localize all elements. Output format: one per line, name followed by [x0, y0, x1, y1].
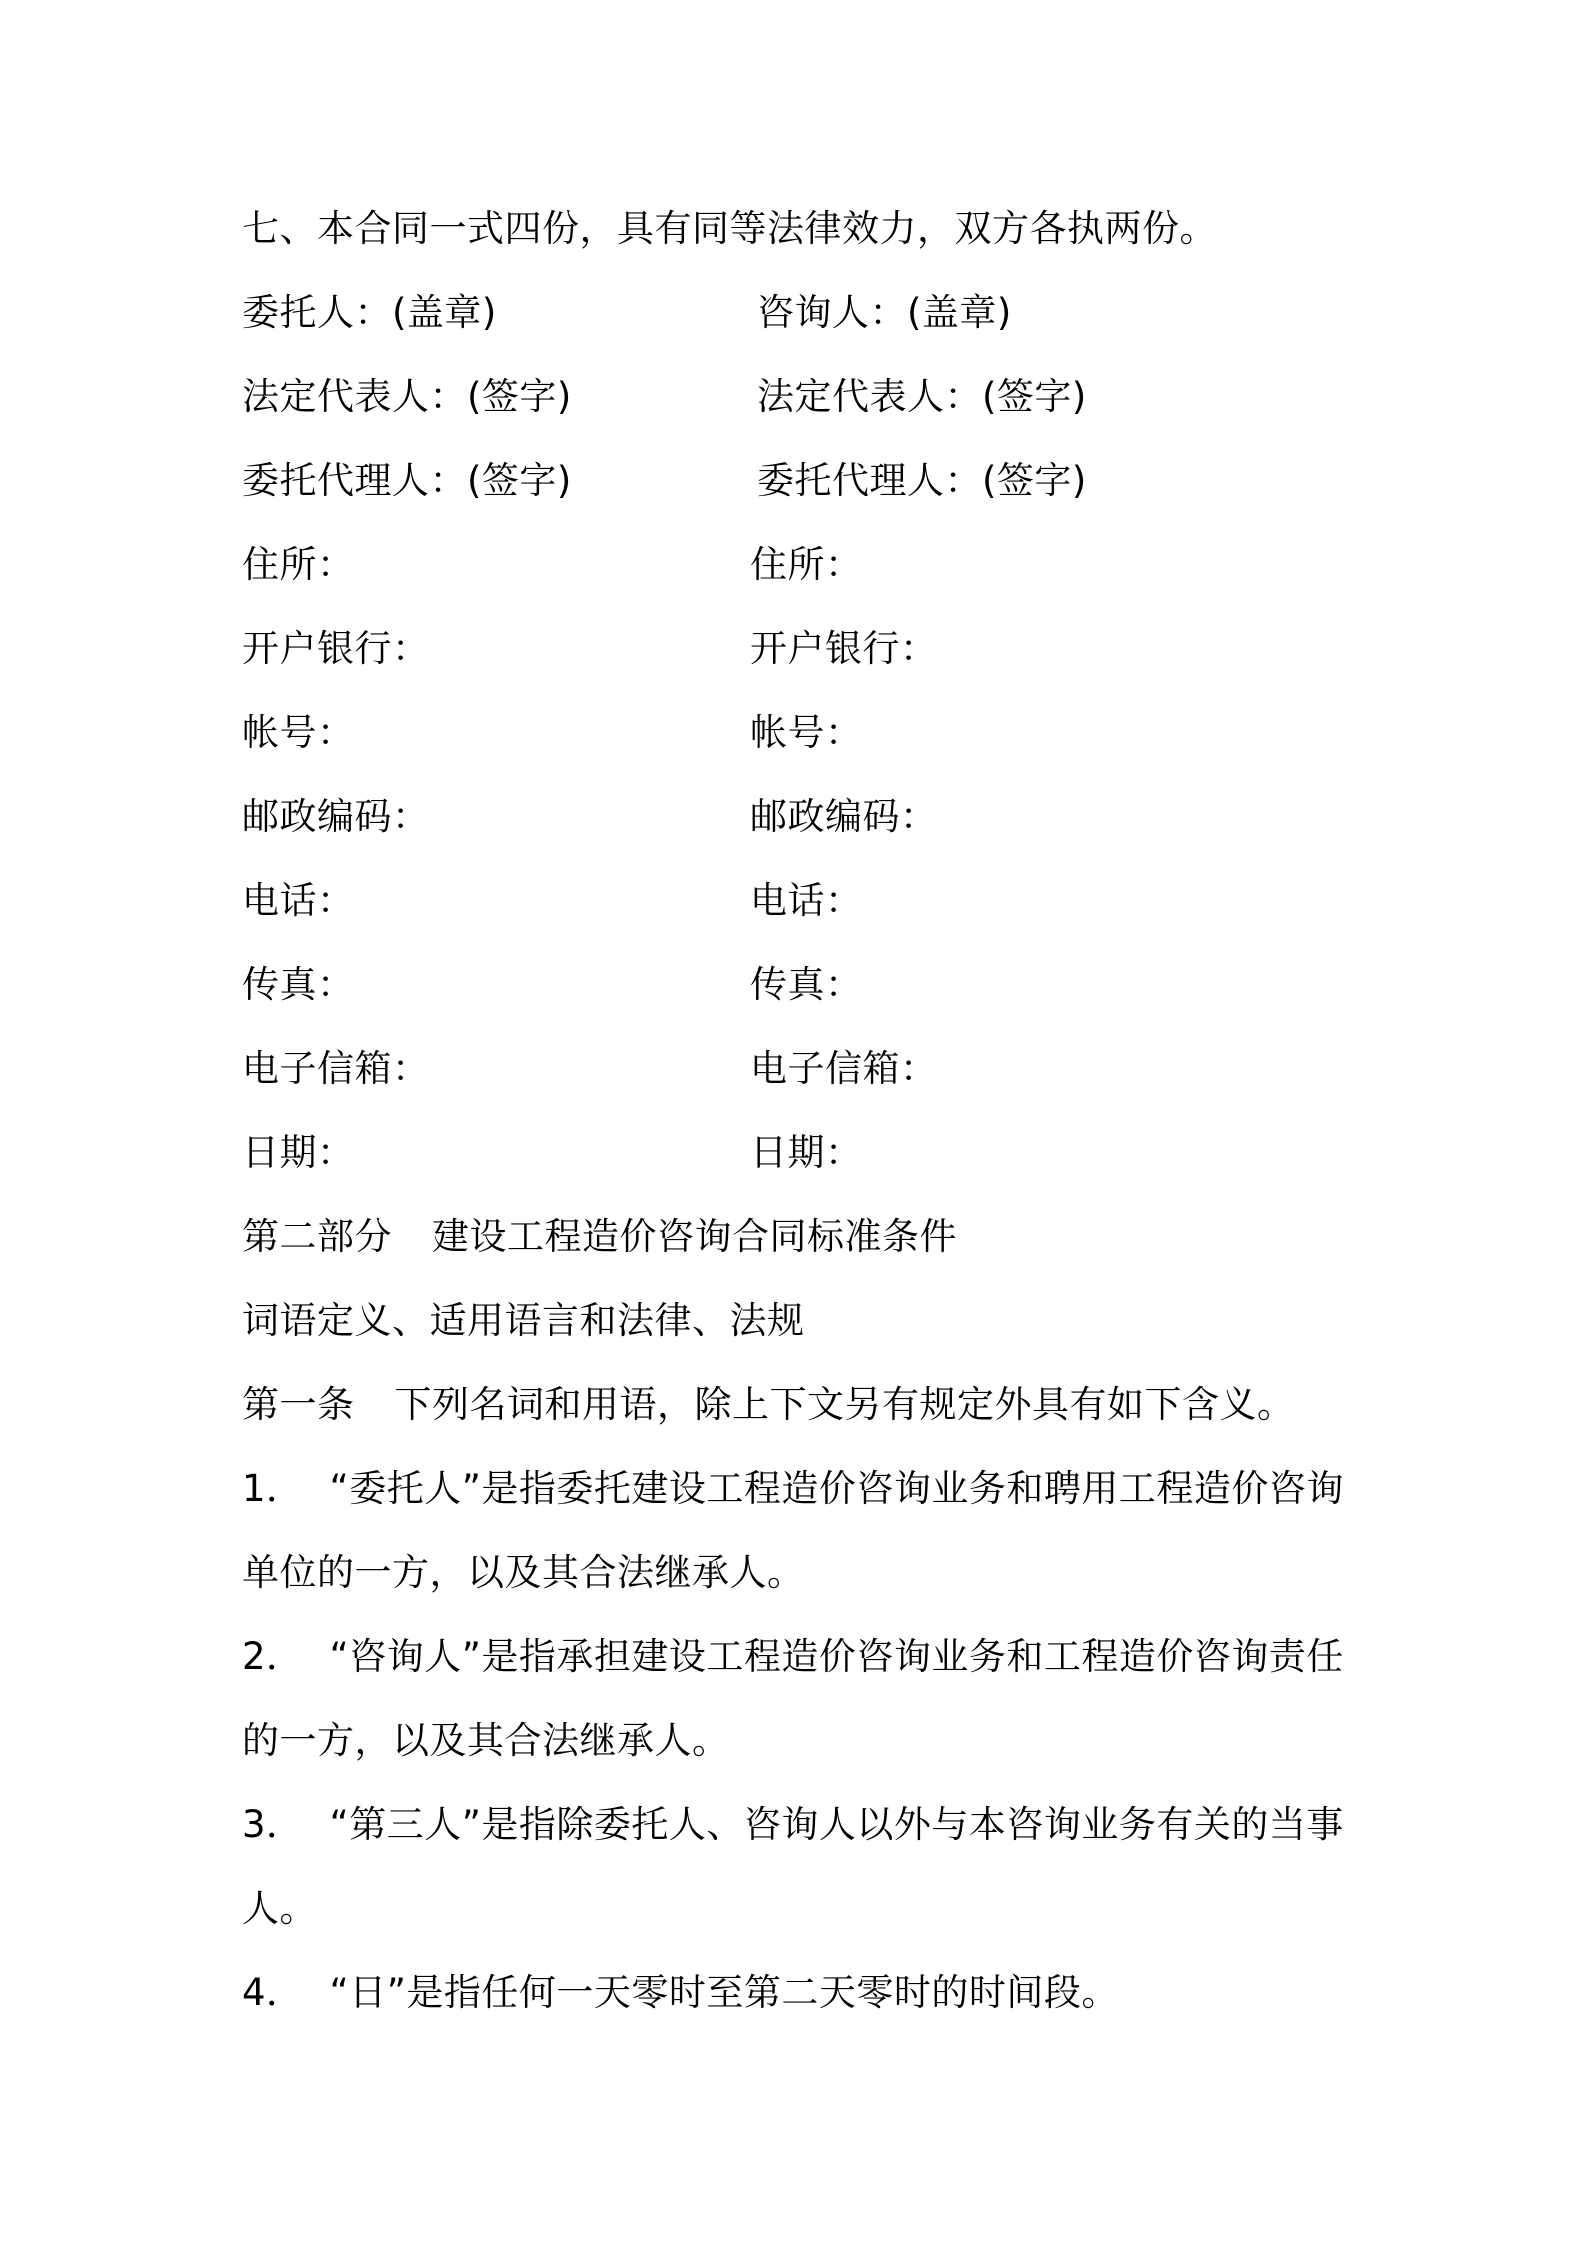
principal-fax-label: 传真：	[242, 963, 355, 1006]
definition-text: “日”是指任何一天零时至第二天零时的时间段。	[329, 1971, 1119, 2014]
definition-text: “咨询人”是指承担建设工程造价咨询业务和工程造价咨询责任	[329, 1635, 1344, 1678]
section-heading: 词语定义、适用语言和法律、法规	[242, 1299, 805, 1342]
consultant-agent-label: 委托代理人：(签字)	[757, 459, 1087, 502]
consultant-address-label: 住所：	[750, 543, 863, 586]
definition-number: 3．	[242, 1803, 304, 1846]
principal-postcode-label: 邮政编码：	[242, 795, 430, 838]
definition-text: “委托人”是指委托建设工程造价咨询业务和聘用工程造价咨询	[329, 1467, 1344, 1510]
principal-account-label: 帐号：	[242, 711, 355, 754]
definition-item	[242, 1968, 1119, 2018]
part-two-heading	[242, 1212, 957, 1262]
definition-number: 1．	[242, 1467, 304, 1510]
principal-phone-label: 电话：	[242, 879, 355, 922]
principal-seal-label: 委托人：(盖章)	[242, 291, 497, 334]
consultant-date-label: 日期：	[750, 1131, 863, 1174]
consultant-fax-label: 传真：	[750, 963, 863, 1006]
principal-address-label: 住所：	[242, 543, 355, 586]
part-two-title: 建设工程造价咨询合同标准条件	[432, 1215, 957, 1258]
definition-item	[242, 1632, 1344, 1682]
definition-continuation: 人。	[242, 1887, 317, 1930]
consultant-phone-label: 电话：	[750, 879, 863, 922]
definition-number: 2．	[242, 1635, 304, 1678]
consultant-bank-label: 开户银行：	[750, 627, 938, 670]
consultant-seal-label: 咨询人：(盖章)	[757, 291, 1012, 334]
article-one-label: 第一条	[242, 1383, 355, 1426]
principal-email-label: 电子信箱：	[242, 1047, 430, 1090]
definition-continuation: 的一方，以及其合法继承人。	[242, 1719, 730, 1762]
article-one-text: 下列名词和用语，除上下文另有规定外具有如下含义。	[394, 1383, 1295, 1426]
definition-item	[242, 1800, 1344, 1850]
consultant-postcode-label: 邮政编码：	[750, 795, 938, 838]
definition-text: “第三人”是指除委托人、咨询人以外与本咨询业务有关的当事	[329, 1803, 1344, 1846]
definition-continuation: 单位的一方，以及其合法继承人。	[242, 1551, 805, 1594]
principal-bank-label: 开户银行：	[242, 627, 430, 670]
consultant-legal-rep-label: 法定代表人：(签字)	[757, 375, 1087, 418]
consultant-account-label: 帐号：	[750, 711, 863, 754]
clause-seven: 七、本合同一式四份，具有同等法律效力，双方各执两份。	[242, 207, 1217, 250]
definition-item	[242, 1464, 1344, 1514]
consultant-email-label: 电子信箱：	[750, 1047, 938, 1090]
principal-agent-label: 委托代理人：(签字)	[242, 459, 572, 502]
definition-number: 4．	[242, 1971, 304, 2014]
part-two-label: 第二部分	[242, 1215, 392, 1258]
principal-legal-rep-label: 法定代表人：(签字)	[242, 375, 572, 418]
principal-date-label: 日期：	[242, 1131, 355, 1174]
article-one	[242, 1380, 1295, 1430]
